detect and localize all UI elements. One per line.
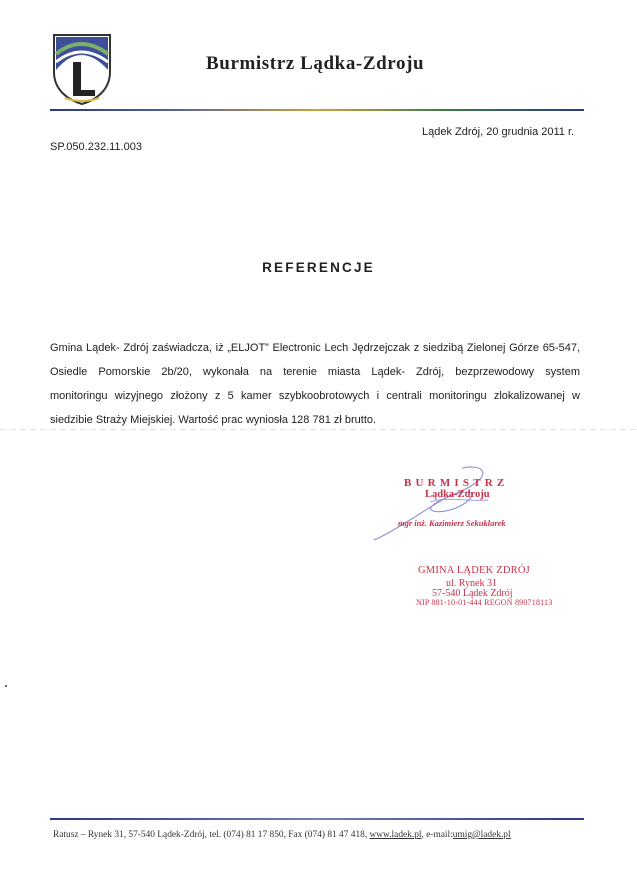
footer-address: Ratusz – Rynek 31, 57-540 Lądek-Zdrój, tel. (074) 81 17 850, Fax (074) 81 47 418, [53, 830, 368, 840]
document-title: REFERENCJE [262, 260, 375, 275]
office-title: Burmistrz Lądka-Zdroju [206, 53, 425, 74]
reference-number: SP.050.232.11.003 [50, 141, 142, 153]
office-stamp-street: ul. Rynek 31 [446, 578, 497, 589]
office-stamp-postal: 57-540 Lądek Zdrój [432, 588, 513, 599]
signature-stamp-town: Lądka-Zdroju [425, 489, 490, 500]
footer-website-link[interactable]: www.ladek.pl [369, 830, 422, 840]
document-body [50, 336, 580, 432]
handwritten-signature [370, 462, 530, 542]
header-divider [50, 109, 584, 111]
footer-divider [50, 818, 584, 820]
body-line: siedzibie Straży Miejskiej. Wartość prac wyniosła 128 781 zł brutto. [50, 414, 377, 426]
footer-email-link[interactable]: umig@ladek.pl [452, 830, 511, 840]
place-and-date: Lądek Zdrój, 20 grudnia 2011 r. [422, 126, 575, 138]
footer-email-label: , e-mail: [421, 830, 453, 840]
office-stamp-ids: NIP 881-10-01-444 REGON 890718113 [416, 598, 553, 607]
footer-contact [53, 830, 593, 840]
body-line: Gmina Lądek- Zdrój zaświadcza, iż „ELJOT” Electronic Lech Jędrzejczak z siedzibą Zielonej Górze 65-547, [50, 342, 580, 354]
scan-speck [5, 685, 7, 687]
signature-stamp-title: BURMISTRZ [404, 477, 509, 489]
signature-stamp-name: mgr inż. Kazimierz Sekuklarek [398, 518, 506, 528]
office-stamp-name: GMINA LĄDEK ZDRÓJ [418, 565, 530, 576]
body-line: monitoringu wizyjnego złożony z 5 kamer szybkoobrotowych i centrali monitoringu zlokalizowanej w [50, 390, 580, 402]
coat-of-arms-logo [51, 32, 113, 106]
paper-fold-line [0, 429, 637, 430]
body-line: Osiedle Pomorskie 2b/20, wykonała na terenie miasta Lądek- Zdrój, bezprzewodowy system [50, 366, 580, 378]
